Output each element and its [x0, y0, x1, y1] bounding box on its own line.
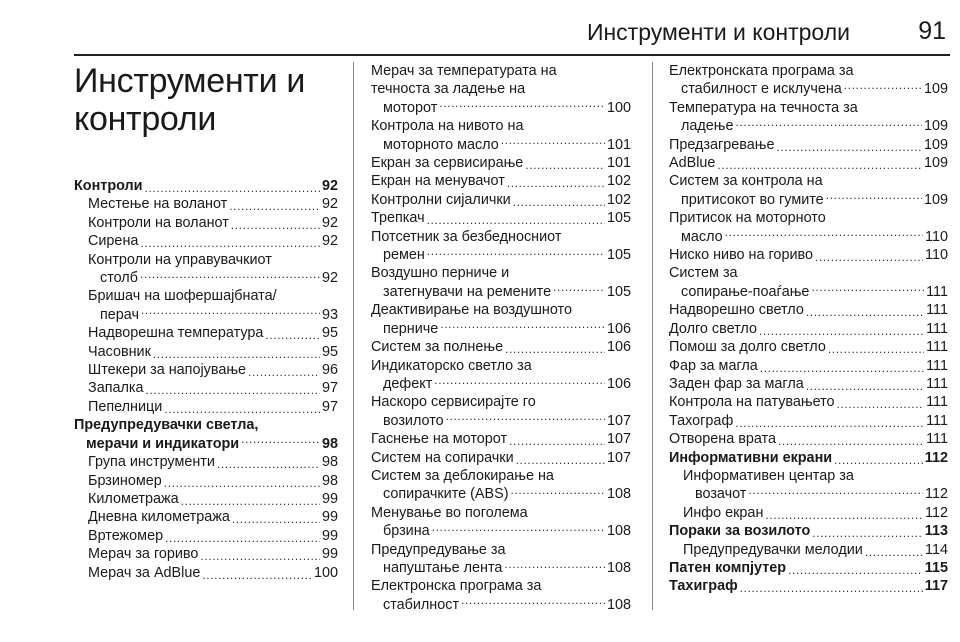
toc-entry[interactable]: [669, 522, 948, 540]
leader-dots: [141, 306, 320, 318]
toc-entry[interactable]: [74, 214, 338, 232]
leader-dots: [446, 412, 605, 424]
toc-entry-title: сопирачките (ABS): [383, 486, 509, 503]
toc-entry[interactable]: [669, 301, 948, 319]
toc-entry-title: Километража: [88, 490, 179, 507]
toc-entry-continuation: [683, 485, 948, 503]
chapter-title-line-1: Инструменти и: [74, 62, 306, 100]
toc-entry-page: 95: [321, 325, 338, 342]
toc-entry[interactable]: [371, 154, 631, 172]
toc-entry-title: Екран на менувачот: [371, 173, 505, 190]
toc-entry-title: стабилност: [383, 596, 460, 613]
toc-entry[interactable]: [74, 251, 338, 288]
toc-entry[interactable]: [74, 416, 338, 453]
toc-entry-title: дефект: [383, 375, 433, 392]
toc-entry-page: 97: [321, 398, 338, 415]
toc-entry-page: 117: [924, 578, 948, 595]
leader-dots: [501, 136, 605, 148]
toc-entry-title: Предупредувачки мелодии: [683, 541, 863, 558]
toc-entry-title: Местење на воланот: [88, 196, 228, 213]
toc-entry[interactable]: [74, 343, 338, 361]
toc-entry-page: 101: [606, 155, 631, 172]
toc-entry-title: Брзиномер: [88, 472, 162, 489]
toc-entry-title: Сирена: [88, 233, 139, 250]
toc-entry-continuation: [371, 375, 631, 393]
leader-dots: [811, 283, 924, 295]
leader-dots: [748, 485, 923, 497]
leader-dots: [164, 404, 320, 416]
toc-entry-title: Штекери за напојување: [88, 362, 247, 379]
toc-entry-page: 110: [925, 228, 948, 245]
toc-entry-continuation: [88, 269, 338, 287]
toc-entry-page: 93: [321, 306, 338, 323]
leader-dots: [202, 570, 312, 582]
toc-entry-page: 111: [926, 283, 948, 300]
toc-entry[interactable]: [371, 504, 631, 541]
toc-entry-title: Воздушно перниче и: [371, 265, 510, 282]
toc-entry[interactable]: [669, 62, 948, 99]
toc-entry[interactable]: [371, 117, 631, 154]
toc-entry-page: 107: [606, 412, 631, 429]
toc-entry[interactable]: [371, 191, 631, 209]
toc-entry-title: перач: [100, 306, 139, 323]
leader-dots: [511, 485, 605, 497]
toc-entry[interactable]: [669, 393, 948, 411]
toc-entry-continuation: [669, 228, 948, 246]
toc-entry-page: 97: [321, 380, 338, 397]
toc-entry[interactable]: [371, 449, 631, 467]
toc-entry[interactable]: [74, 527, 338, 545]
toc-entry-title: AdBlue: [669, 155, 716, 172]
toc-entry-page: 115: [924, 559, 948, 576]
toc-entry-title: Запалка: [88, 380, 144, 397]
toc-entry-title: Контроли на воланот: [88, 214, 229, 231]
toc-entry-page: 98: [321, 472, 338, 489]
toc-entry[interactable]: [74, 177, 338, 195]
page-header: [0, 0, 960, 56]
toc-entry-page: 112: [924, 449, 948, 466]
leader-dots: [717, 160, 922, 172]
toc-entry-title: Електронската програма за: [669, 63, 854, 79]
toc-entry-title: ладење: [681, 118, 734, 135]
toc-entry-title: Електронска програма за: [371, 578, 542, 595]
toc-entry-page: 109: [923, 191, 948, 208]
leader-dots: [736, 117, 922, 129]
toc-entries: [74, 177, 338, 582]
toc-entry-title: стабилност е исклучена: [681, 81, 842, 98]
toc-entry-page: 111: [926, 412, 948, 429]
toc-entry[interactable]: [74, 564, 338, 582]
toc-entry[interactable]: [669, 338, 948, 356]
toc-entry-title: Заден фар за магла: [669, 375, 804, 392]
leader-dots: [828, 345, 924, 357]
leader-dots: [509, 437, 605, 449]
leader-dots: [146, 386, 320, 398]
leader-dots: [740, 584, 923, 596]
toc-entry-continuation: [371, 485, 631, 503]
column-divider: [652, 62, 653, 610]
leader-dots: [164, 478, 320, 490]
toc-entry-title: Надворешно светло: [669, 302, 804, 319]
toc-entry-title: Тахограф: [669, 412, 734, 429]
leader-dots: [806, 381, 924, 393]
toc-entry-title: Надворешна температура: [88, 325, 264, 342]
toc-entry-title: Контролни сијалички: [371, 191, 511, 208]
toc-column-2: [371, 62, 631, 614]
leader-dots: [440, 320, 605, 332]
toc-entry-title: Информативен центар за: [683, 467, 854, 484]
toc-entry[interactable]: [371, 430, 631, 448]
toc-entry-title: перниче: [383, 320, 439, 337]
leader-dots: [217, 460, 320, 472]
leader-dots: [241, 435, 320, 447]
leader-dots: [153, 349, 320, 361]
toc-column-1: [74, 62, 338, 582]
toc-entry[interactable]: [371, 338, 631, 356]
toc-entry-continuation: [669, 80, 948, 98]
toc-entry-page: 106: [606, 320, 631, 337]
toc-entry-page: 98: [321, 454, 338, 471]
toc-entry[interactable]: [669, 449, 948, 467]
toc-entry-page: 108: [606, 523, 631, 540]
toc-entry-title: Индикаторско светло за: [371, 357, 532, 374]
toc-entry-title: Бришач на шофершајбната/: [88, 288, 277, 305]
leader-dots: [806, 308, 924, 320]
toc-entry-continuation: [371, 136, 631, 154]
toc-entry-title: Менување во поголема: [371, 504, 528, 521]
toc-entry-title: Дневна километража: [88, 509, 230, 526]
toc-entry-continuation: [371, 559, 631, 577]
toc-entry-page: 109: [923, 118, 948, 135]
toc-entry-continuation: [74, 435, 338, 453]
toc-entry-title: мерачи и индикатори: [86, 435, 240, 452]
toc-entry-page: 107: [606, 431, 631, 448]
leader-dots: [815, 252, 923, 264]
toc-entries: [371, 62, 631, 614]
toc-entry-title: Пепелници: [88, 398, 163, 415]
toc-entries: [669, 62, 948, 596]
leader-dots: [265, 331, 320, 343]
toc-entry[interactable]: [74, 490, 338, 508]
toc-entry-title: Систем за: [669, 265, 738, 282]
toc-entry[interactable]: [74, 472, 338, 490]
toc-entry[interactable]: [371, 228, 631, 265]
toc-entry-title: Контрола на патувањето: [669, 394, 835, 411]
leader-dots: [140, 269, 320, 281]
toc-entry[interactable]: [669, 541, 948, 559]
toc-entry[interactable]: [669, 154, 948, 172]
leader-dots: [837, 400, 925, 412]
toc-entry-page: 99: [321, 546, 338, 563]
toc-entry-title: Отворена врата: [669, 431, 776, 448]
toc-entry-title: Група инструменти: [88, 454, 215, 471]
toc-entry-page: 95: [321, 343, 338, 360]
leader-dots: [165, 533, 320, 545]
toc-entry-continuation: [371, 522, 631, 540]
toc-entry-title: Систем за контрола на: [669, 173, 823, 190]
toc-entry-title: напуштање лента: [383, 559, 503, 576]
toc-entry-title: столб: [100, 270, 138, 287]
toc-entry-page: 108: [606, 486, 631, 503]
leader-dots: [735, 418, 924, 430]
toc-entry-page: 106: [606, 339, 631, 356]
toc-entry-title: Мерач за AdBlue: [88, 564, 201, 581]
leader-dots: [525, 160, 605, 172]
toc-entry-title: Контроли на управувачкиот: [88, 251, 272, 268]
leader-dots: [553, 283, 605, 295]
toc-entry-continuation: [371, 412, 631, 430]
toc-entry-page: 111: [926, 375, 948, 392]
toc-entry-page: 96: [321, 362, 338, 379]
toc-entry-title: Помош за долго светло: [669, 339, 826, 356]
toc-entry-title: Гаснење на моторот: [371, 431, 508, 448]
toc-entry-title: возилото: [383, 412, 444, 429]
leader-dots: [439, 99, 605, 111]
toc-entry[interactable]: [669, 264, 948, 301]
toc-entry-title: Фар за магла: [669, 357, 758, 374]
toc-entry[interactable]: [669, 246, 948, 264]
toc-entry-title: Контрола на нивото на: [371, 118, 524, 135]
toc-entry[interactable]: [371, 62, 631, 117]
toc-entry[interactable]: [669, 375, 948, 393]
toc-entry[interactable]: [669, 430, 948, 448]
leader-dots: [778, 437, 924, 449]
leader-dots: [759, 326, 924, 338]
leader-dots: [776, 142, 922, 154]
leader-dots: [229, 202, 320, 214]
toc-entry[interactable]: [74, 398, 338, 416]
toc-entry-page: 107: [606, 449, 631, 466]
toc-entry-title: Температура на течноста за: [669, 99, 858, 116]
leader-dots: [505, 345, 605, 357]
toc-entry-page: 111: [926, 394, 948, 411]
toc-entry[interactable]: [371, 541, 631, 578]
toc-entry-page: 109: [923, 81, 948, 98]
leader-dots: [812, 529, 923, 541]
toc-entry-page: 100: [606, 99, 631, 116]
toc-entry-page: 99: [321, 490, 338, 507]
toc-entry-continuation: [371, 99, 631, 117]
leader-dots: [844, 80, 922, 92]
leader-dots: [834, 455, 923, 467]
toc-entry-continuation: [88, 306, 338, 324]
toc-entry[interactable]: [371, 467, 631, 504]
toc-entry-title: затегнувачи на ремените: [383, 283, 552, 300]
toc-entry[interactable]: [74, 287, 338, 324]
toc-entry[interactable]: [74, 453, 338, 471]
leader-dots: [140, 239, 320, 251]
toc-entry-page: 105: [606, 247, 631, 264]
page-number: 91: [918, 17, 946, 45]
toc-entry-title: Притисок на моторното: [669, 210, 826, 227]
toc-entry-page: 111: [926, 320, 948, 337]
toc-entry[interactable]: [74, 324, 338, 342]
toc-entry-title: Мерач за температурата на: [371, 63, 557, 79]
toc-entry-title: Систем за деблокирање на: [371, 467, 554, 484]
toc-entry-title: Пораки за возилото: [669, 523, 811, 540]
toc-entry[interactable]: [669, 209, 948, 246]
toc-entry-title: моторното масло: [383, 136, 499, 153]
toc-entry[interactable]: [669, 357, 948, 375]
toc-entry-title: Тахиграф: [669, 578, 738, 595]
toc-entry-page: 99: [321, 509, 338, 526]
toc-entry-page: 111: [926, 357, 948, 374]
toc-entry[interactable]: [371, 172, 631, 190]
toc-entry-page: 114: [925, 541, 948, 558]
leader-dots: [432, 522, 605, 534]
toc-entry-page: 112: [925, 504, 948, 521]
toc-entry-title: Систем за полнење: [371, 339, 504, 356]
leader-dots: [200, 552, 320, 564]
toc-entry[interactable]: [669, 412, 948, 430]
toc-entry[interactable]: [371, 264, 631, 301]
toc-entry-page: 92: [321, 178, 338, 194]
leader-dots: [434, 375, 605, 387]
toc-entry[interactable]: [669, 99, 948, 136]
toc-entry[interactable]: [669, 577, 948, 595]
toc-entry-page: 92: [321, 196, 338, 213]
leader-dots: [231, 220, 320, 232]
toc-entry-page: 98: [321, 435, 338, 452]
toc-entry-title: Вртежомер: [88, 527, 164, 544]
leader-dots: [765, 510, 923, 522]
toc-entry-title: Контроли: [74, 178, 143, 194]
leader-dots: [507, 179, 605, 191]
leader-dots: [788, 565, 923, 577]
toc-entry-title: возачот: [695, 486, 747, 503]
toc-entry-continuation: [669, 117, 948, 135]
toc-entry[interactable]: [74, 379, 338, 397]
leader-dots: [516, 455, 605, 467]
leader-dots: [760, 363, 924, 375]
toc-entry-page: 101: [606, 136, 631, 153]
toc-entry[interactable]: [371, 209, 631, 227]
toc-entry-title: Предупредување за: [371, 541, 506, 558]
leader-dots: [461, 596, 605, 608]
toc-entry-page: 111: [926, 339, 948, 356]
toc-entry-title: Систем на сопирачки: [371, 449, 514, 466]
toc-entry-title: Деактивирање на воздушното: [371, 302, 572, 319]
toc-entry[interactable]: [74, 545, 338, 563]
column-divider: [353, 62, 354, 610]
toc-entry-title: Екран за сервисирање: [371, 155, 524, 172]
toc-entry-title: Мерач за гориво: [88, 546, 199, 563]
leader-dots: [145, 183, 320, 195]
toc-entry-title: Патен компјутер: [669, 559, 787, 576]
toc-entry[interactable]: [371, 357, 631, 394]
toc-entry-page: 102: [606, 191, 631, 208]
toc-entry-title: Наскоро сервисирајте го: [371, 394, 536, 411]
leader-dots: [513, 197, 605, 209]
toc-entry[interactable]: [669, 504, 948, 522]
toc-entry-title: Информативни екрани: [669, 449, 833, 466]
toc-entry-page: 92: [321, 214, 338, 231]
toc-entry-page: 102: [606, 173, 631, 190]
toc-entry-title: брзина: [383, 523, 430, 540]
toc-entry-page: 113: [924, 523, 948, 540]
toc-entry-page: 105: [606, 283, 631, 300]
toc-entry-continuation: [669, 191, 948, 209]
toc-entry-page: 92: [321, 270, 338, 287]
leader-dots: [826, 191, 922, 203]
toc-entry-page: 100: [313, 564, 338, 581]
toc-entry-page: 105: [606, 210, 631, 227]
toc-entry[interactable]: [669, 136, 948, 154]
toc-entry-continuation: [371, 320, 631, 338]
toc-entry[interactable]: [74, 508, 338, 526]
toc-entry-continuation: [371, 283, 631, 301]
toc-entry-title: притисокот во гумите: [681, 191, 824, 208]
toc-entry-page: 99: [321, 527, 338, 544]
leader-dots: [248, 367, 320, 379]
toc-entry-page: 111: [926, 431, 948, 448]
toc-entry-title: Предзагревање: [669, 136, 775, 153]
toc-entry-continuation: [669, 283, 948, 301]
toc-entry-page: 109: [923, 155, 948, 172]
toc-entry[interactable]: [371, 393, 631, 430]
leader-dots: [181, 496, 320, 508]
toc-entry[interactable]: [74, 361, 338, 379]
leader-dots: [865, 547, 923, 559]
toc-entry-continuation: [371, 246, 631, 264]
header-rule: [74, 54, 950, 56]
toc-entry[interactable]: [669, 172, 948, 209]
chapter-title-line-2: контроли: [74, 100, 217, 138]
toc-entry-title: Долго светло: [669, 320, 757, 337]
toc-entry-title: Часовник: [88, 343, 151, 360]
toc-entry-page: 109: [923, 136, 948, 153]
toc-entry-title: масло: [681, 228, 723, 245]
toc-entry-title: Инфо екран: [683, 504, 764, 521]
toc-entry[interactable]: [371, 301, 631, 338]
toc-entry-page: 108: [606, 559, 631, 576]
toc-entry[interactable]: [669, 467, 948, 504]
toc-entry-title: Потсетник за безбедносниот: [371, 228, 562, 245]
toc-entry-title: течноста за ладење на: [371, 81, 526, 98]
toc-entry-page: 92: [321, 233, 338, 250]
toc-entry-page: 110: [925, 247, 948, 264]
chapter-title: [74, 62, 334, 138]
toc-entry-page: 111: [926, 302, 948, 319]
toc-entry[interactable]: [669, 320, 948, 338]
toc-entry-page: 106: [606, 375, 631, 392]
toc-entry-continuation: [371, 596, 631, 614]
leader-dots: [504, 559, 605, 571]
toc-entry-page: 108: [606, 596, 631, 613]
toc-column-3: [669, 62, 948, 596]
header-title: Инструменти и контроли: [586, 19, 850, 45]
toc-entry-title: моторот: [383, 99, 438, 116]
toc-entry[interactable]: [74, 195, 338, 213]
toc-entry[interactable]: [74, 232, 338, 250]
toc-entry[interactable]: [371, 577, 631, 614]
toc-entry-title: ремен: [383, 247, 425, 264]
leader-dots: [427, 216, 605, 228]
toc-entry-title: Ниско ниво на гориво: [669, 247, 813, 264]
toc-entry-title: Предупредувачки светла,: [74, 417, 259, 434]
toc-entry-title: сопирање-поаѓање: [681, 283, 810, 300]
toc-entry[interactable]: [669, 559, 948, 577]
leader-dots: [725, 228, 923, 240]
leader-dots: [427, 246, 605, 258]
leader-dots: [232, 515, 320, 527]
toc-entry-title: Трепкач: [371, 210, 425, 227]
toc-entry-page: 112: [925, 486, 948, 503]
